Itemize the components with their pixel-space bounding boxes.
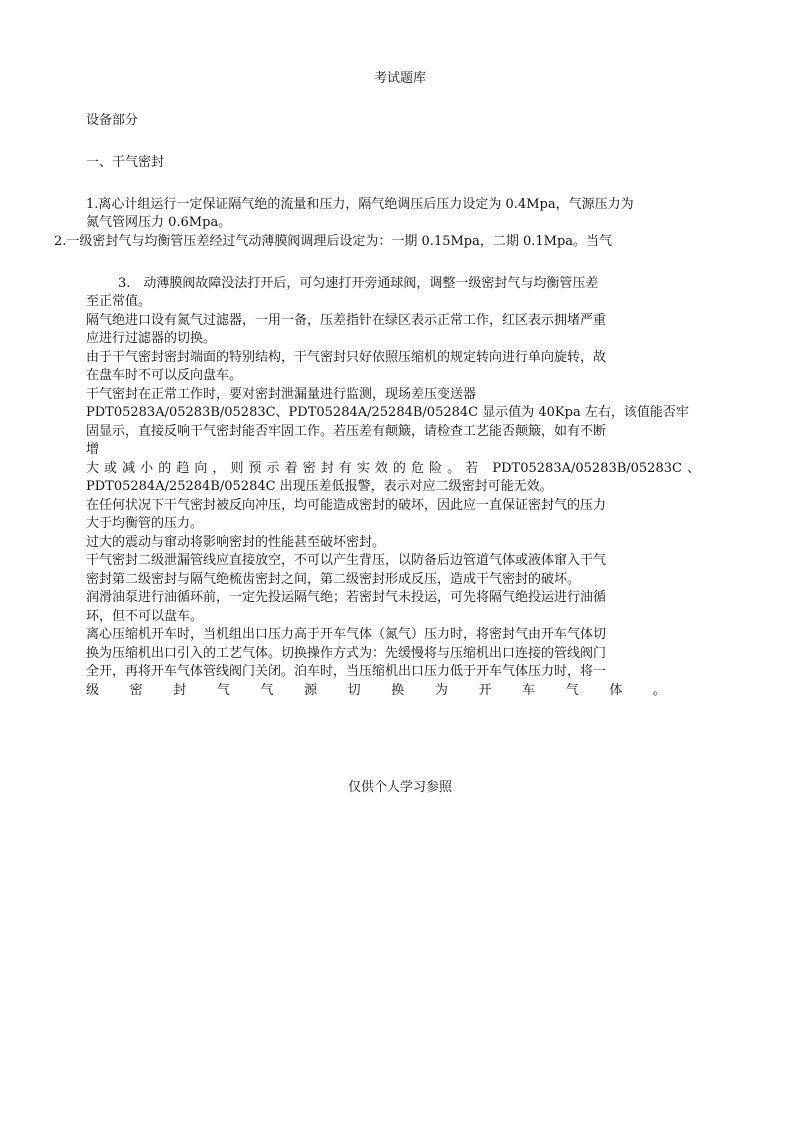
- paragraph-line: 大或减小的趋向，则预示着密封有实效的危险。若 PDT05283A/05283B/05283C、: [86, 461, 700, 476]
- paragraph-line: 润滑油泵进行油循环前，一定先投运隔气绝；若密封气未投运，可先将隔气绝投运进行油循: [86, 590, 607, 605]
- paragraph-line: 氮气管网压力 0.6Mpa。: [86, 215, 232, 230]
- paragraph-line: 由于干气密封密封端面的特别结构，干气密封只好依照压缩机的规定转向进行单向旋转，故: [86, 350, 607, 365]
- paragraph-line: 全开，再将开车气体管线阀门关闭。泊车时，当压缩机出口压力低于开车气体压力时，将一: [86, 664, 607, 679]
- paragraph-line: 级密封气气源切换为开车气体。: [86, 683, 666, 698]
- paragraph-line: 在任何状况下干气密封被反向冲压，均可能造成密封的破坏，因此应一直保证密封气的压力: [86, 498, 607, 513]
- paragraph-line: 2.一级密封气与均衡管压差经过气动薄膜阀调理后设定为：一期 0.15Mpa，二期 0.1Mpa。当气: [54, 234, 613, 249]
- paragraph-line: 大于均衡管的压力。: [86, 516, 204, 531]
- paragraph-line: 干气密封在正常工作时，要对密封泄漏量进行监测，现场差压变送器: [86, 387, 477, 402]
- paragraph-line: 1.离心计组运行一定保证隔气绝的流量和压力，隔气绝调压后压力设定为 0.4Mpa，气源压力为: [86, 197, 634, 212]
- paragraph-line: 增: [86, 442, 100, 457]
- section-heading: 设备部分: [86, 113, 139, 128]
- paragraph-line: 3. 动薄膜阀故障没法打开后，可匀速打开旁通球阀，调整一级密封气与均衡管压差: [118, 276, 599, 291]
- paragraph-line: PDT05284A/25284B/05284C 出现压差低报警，表示对应二级密封可能无效。: [86, 479, 553, 494]
- subsection-heading: 一、干气密封: [86, 155, 165, 170]
- paragraph-line: 固显示，直接反响干气密封能否牢固工作。若压差有颠簸，请检查工艺能否颠簸，如有不断: [86, 424, 607, 439]
- paragraph-line: PDT05283A/05283B/05283C、PDT05284A/25284B/05284C 显示值为 40Kpa 左右，该值能否牢: [86, 405, 689, 420]
- paragraph-line: 应进行过滤器的切换。: [86, 331, 217, 346]
- paragraph-line: 过大的震动与窜动将影响密封的性能甚至破坏密封。: [86, 535, 386, 550]
- page-title: 考试题库: [373, 71, 426, 86]
- paragraph-line: 在盘车时不可以反向盘车。: [86, 368, 243, 383]
- page-footer: 仅供个人学习参照: [347, 780, 452, 795]
- paragraph-line: 环，但不可以盘车。: [86, 609, 204, 624]
- paragraph-line: 隔气绝进口设有氮气过滤器，一用一备，压差指针在绿区表示正常工作，红区表示拥堵严重: [86, 313, 607, 328]
- paragraph-line: 至正常值。: [86, 294, 152, 309]
- paragraph-line: 离心压缩机开车时，当机组出口压力高于开车气体（氮气）压力时，将密封气由开车气体切: [86, 627, 607, 642]
- paragraph-line: 干气密封二级泄漏管线应直接放空，不可以产生背压，以防备后边管道气体或液体窜入干气: [86, 553, 607, 568]
- paragraph-line: 换为压缩机出口引入的工艺气体。切换操作方式为：先缓慢将与压缩机出口连接的管线阀门: [86, 646, 607, 661]
- paragraph-line: 密封第二级密封与隔气绝梳齿密封之间，第二级密封形成反压，造成干气密封的破坏。: [86, 572, 581, 587]
